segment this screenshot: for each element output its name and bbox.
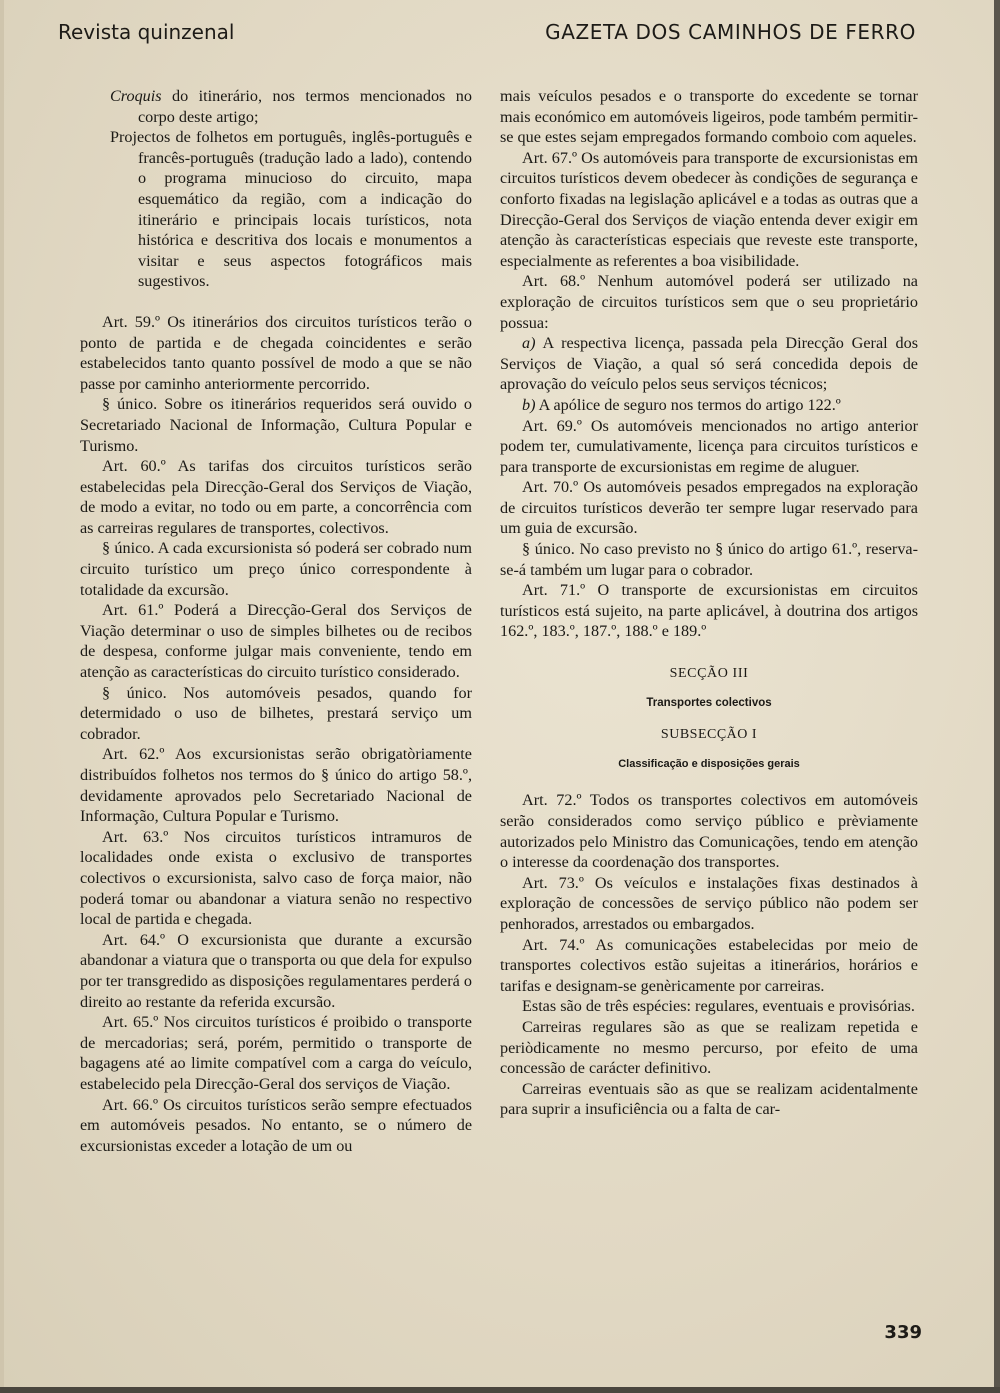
left-column-paragraph: Art. 66.º Os circuitos turísticos serão sempre efectuados em automóveis pesados. No entanto, se o número de excursionistas exceder a lotação de um ou — [80, 1095, 472, 1155]
right-column-paragraph: Carreiras regulares são as que se realizam repetida e periòdicamente no mesmo percurso, por efeito de uma concessão de carácter definitivo. — [500, 1017, 918, 1078]
left-column-paragraph: Art. 65.º Nos circuitos turísticos é proibido o transporte de mercadorias; será, porém, permitido o transporte de bagagens até ao limite compatível com a carga do veículo, estabelecido pela Direcção-Geral dos serviços de Viação. — [80, 1013, 472, 1093]
left-column-paragraph: Art. 62.º Aos excursionistas serão obrigatòriamente distribuídos folhetos nos termos do § único do artigo 58.º, devidamente aprovados pelo Secretariado Nacional de Informação, Cultura Popular e Turismo. — [80, 745, 472, 826]
right-column-paragraph: b) A apólice de seguro nos termos do artigo 122.º — [522, 395, 841, 414]
left-column-paragraph: § único. Sobre os itinerários requeridos será ouvido o Secretariado Nacional de Informação, Cultura Popular e Turismo. — [80, 395, 472, 455]
right-column-paragraph: mais veículos pesados e o transporte do excedente se tornar mais económico em automóveis ligeiros, pode também permitir-se que estes sejam empregados formando comboio com aqueles. — [500, 87, 918, 147]
page-number: 339 — [884, 1322, 922, 1343]
right-column-paragraph: § único. No caso previsto no § único do artigo 61.º, reserva-se-á também um lugar para o cobrador. — [500, 540, 918, 579]
right-column-paragraph: SUBSECÇÃO I — [660, 727, 758, 743]
right-column-paragraph: Transportes colectivos — [646, 696, 772, 709]
left-column-paragraph: Art. 59.º Os itinerários dos circuitos turísticos terão o ponto de partida e de chegada coincidentes e serão estabelecidos tanto quanto possível de modo a que se não passe por caminho anteriormente percorrido. — [80, 312, 472, 393]
right-column-paragraph: Art. 70.º Os automóveis pesados empregados na exploração de circuitos turísticos deverão ter sempre lugar reservado para um guia de excursão. — [500, 478, 918, 538]
scan-border-bottom — [0, 1387, 1000, 1393]
left-column-paragraph: Art. 60.º As tarifas dos circuitos turísticos serão estabelecidas pela Direcção-Geral dos Serviços de Viação, de modo a evitar, no todo ou em parte, a concorrência com as carreiras regulares de transportes, colectivos. — [80, 457, 472, 537]
left-column-paragraph: Art. 63.º Nos circuitos turísticos intramuros de localidades onde exista o exclusivo de transportes colectivos o excursionista, salvo caso de força maior, não poderá tomar ou abandonar a viatura senão no respectivo local de partida e chegada. — [80, 827, 472, 929]
left-column-paragraph: § único. A cada excursionista só poderá ser cobrado num circuito turístico um preço único correspondente à totalidade da excursão. — [80, 539, 472, 599]
right-column-paragraph: Classificação e disposições gerais — [618, 757, 800, 770]
left-column-paragraph: Projectos de folhetos em português, inglês-português e francês-português (tradução lado a lado), contendo o programa minucioso do circuito, mapa esquemático da região, com a indicação do itinerário e principais locais turísticos, nota histórica e descritiva dos locais e monumentos a visitar e seus aspectos fotográficos mais sugestivos. — [110, 128, 472, 291]
right-column-paragraph: SECÇÃO III — [669, 666, 749, 682]
right-text-column — [500, 86, 918, 1120]
right-column-paragraph: Carreiras eventuais são as que se realizam acidentalmente para suprir a insuficiência ou a falta de car- — [500, 1079, 918, 1119]
running-header-left: Revista quinzenal — [58, 20, 235, 44]
right-column-paragraph: Art. 69.º Os automóveis mencionados no artigo anterior podem ter, cumulativamente, licença para circuitos turísticos e para transporte de excursionistas em regime de aluguer. — [500, 416, 918, 476]
left-column-paragraph: Art. 61.º Poderá a Direcção-Geral dos Serviços de Viação determinar o uso de simples bilhetes ou de recibos de despesa, conforme julgar mais conveniente, tendo em atenção as características do circuito turístico considerado. — [80, 601, 472, 682]
right-column-paragraph: Art. 67.º Os automóveis para transporte de excursionistas em circuitos turísticos devem obedecer às condições de segurança e conforto fixadas na legislação aplicável e a todas as outras que a Direcção-Geral dos Serviços de viação entenda dever exigir em atenção às características especiais que reveste este transporte, especialmente as referentes a boa visibilidade. — [500, 148, 918, 270]
left-column-paragraph: Art. 64.º O excursionista que durante a excursão abandonar a viatura que o transporta ou que dela for expulso por ter transgredido as disposições regulamentares perderá o direito ao restante da referida excursão. — [80, 930, 472, 1011]
scan-border-right — [994, 0, 1000, 1393]
left-text-column — [80, 86, 472, 1156]
right-column-paragraph: Art. 74.º As comunicações estabelecidas por meio de transportes colectivos estão sujeitas a itinerários, horários e tarifas e designam-se genèricamente por carreiras. — [500, 935, 918, 995]
right-column-paragraph: Art. 73.º Os veículos e instalações fixas destinados à exploração de concessões de serviço público não podem ser penhorados, arrestados ou embargados. — [500, 873, 918, 933]
running-header-right: GAZETA DOS CAMINHOS DE FERRO — [545, 20, 916, 44]
left-column-paragraph: § único. Nos automóveis pesados, quando for determidado o uso de bilhetes, prestará serviço um cobrador. — [80, 683, 472, 743]
right-column-paragraph: a) A respectiva licença, passada pela Direcção Geral dos Serviços de Viação, a qual só será concedida depois de aprovação do veículo pelos seus serviços técnicos; — [500, 334, 918, 394]
left-column-paragraph: Croquis do itinerário, nos termos mencionados no corpo deste artigo; — [110, 87, 472, 126]
page-left-edge — [0, 0, 4, 1393]
right-column-paragraph: Art. 72.º Todos os transportes colectivos em automóveis serão considerados como serviço público e prèviamente autorizados pelo Ministro das Comunicações, tendo em atenção o interesse da coordenação dos transportes. — [500, 791, 918, 872]
right-column-paragraph: Estas são de três espécies: regulares, eventuais e provisórias. — [522, 997, 915, 1016]
right-column-paragraph: Art. 71.º O transporte de excursionistas em circuitos turísticos está sujeito, na parte aplicável, à doutrina dos artigos 162.º, 183.º, 187.º, 188.º e 189.º — [500, 581, 918, 641]
right-column-paragraph: Art. 68.º Nenhum automóvel poderá ser utilizado na exploração de circuitos turísticos sem que o seu proprietário possua: — [500, 272, 918, 332]
